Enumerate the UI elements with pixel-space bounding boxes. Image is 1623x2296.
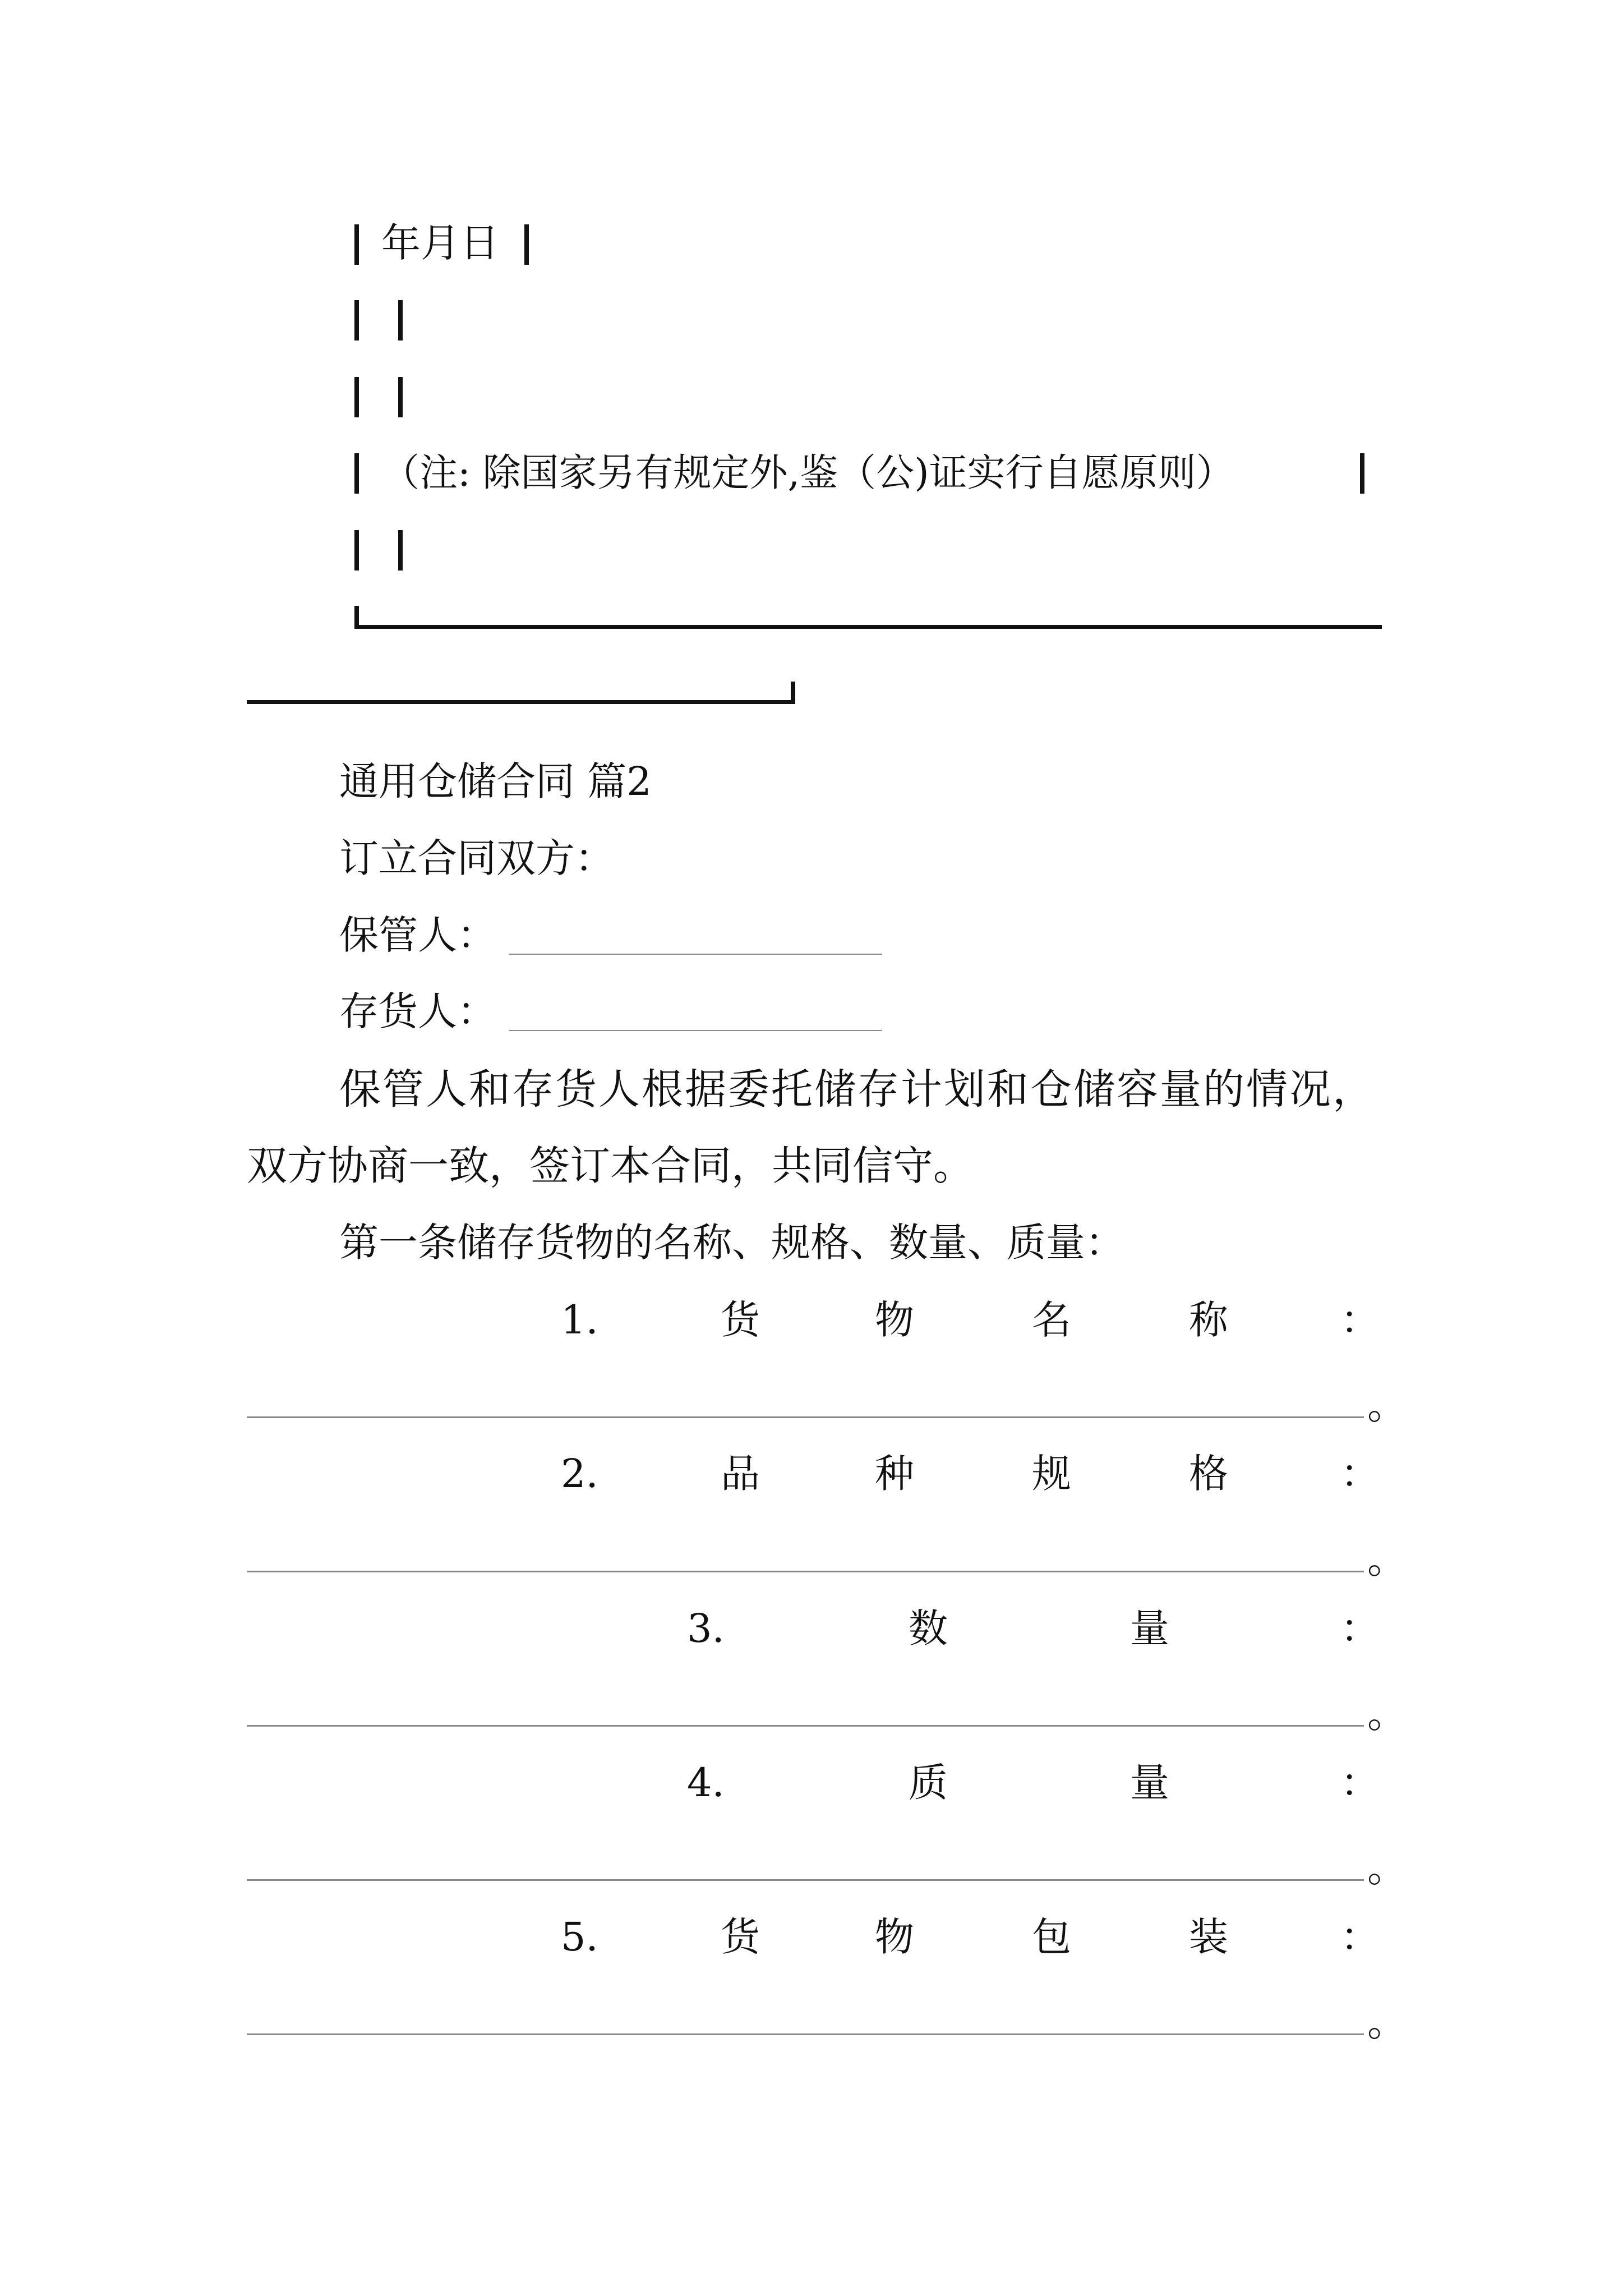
item-char: 装 [1189,1914,1228,1960]
item-colon: ： [1340,1605,1380,1651]
item-char: 品 [721,1451,760,1497]
box-right-bar [398,377,403,417]
item-number: 5. [561,1914,598,1960]
item-period: 。 [1367,1691,1407,1737]
item-period: 。 [1367,1382,1407,1428]
item-colon: ： [1340,1297,1380,1343]
item-colon: ： [1340,1914,1380,1960]
date-line: 年月日 [381,220,499,266]
item-number: 4. [687,1760,725,1806]
box-left-bar [354,453,359,494]
box-bottom-line-wrap [247,700,794,704]
item-char: 货 [721,1914,760,1960]
item-number: 2. [561,1451,598,1497]
item-char: 称 [1189,1297,1228,1343]
keeper-label: 保管人： [339,912,496,958]
item-char: 规 [1032,1451,1071,1497]
box-right-bar [398,530,403,570]
item-colon: ： [1340,1760,1380,1806]
item-char: 种 [875,1451,914,1497]
item-char: 包 [1032,1914,1071,1960]
item-blank [247,1416,1364,1418]
box-left-bar [354,530,359,570]
depositor-label: 存货人： [339,988,496,1034]
box-right-bar [524,224,529,265]
item-blank [247,2033,1364,2035]
item-char: 名 [1032,1297,1071,1343]
intro-paragraph-cont: 双方协商一致，签订本合同，共同信守。 [247,1142,974,1189]
item-char: 物 [875,1914,914,1960]
item-char: 物 [875,1297,914,1343]
item-char: 量 [1130,1760,1169,1806]
item-number: 1. [561,1297,598,1343]
box-left-bar [354,377,359,417]
box-left-bar [354,224,359,265]
article-1-heading: 第一条储存货物的名称、规格、数量、质量： [339,1220,1124,1266]
note-line: （注: 除国家另有规定外,鉴（公)证实行自愿原则） [381,451,1234,495]
section-title: 通用仓储合同 篇2 [339,758,652,804]
item-char: 质 [909,1760,948,1806]
item-period: 。 [1367,1999,1407,2045]
intro-paragraph: 保管人和存货人根据委托储存计划和仓储容量的情况， [339,1065,1376,1114]
item-number: 3. [687,1605,725,1651]
item-char: 货 [721,1297,760,1343]
item-char: 数 [909,1605,948,1651]
box-right-bar [398,300,403,341]
box-right-bar [1360,453,1364,494]
box-bottom-line [354,625,1382,629]
item-blank [247,1879,1364,1881]
item-blank [247,1571,1364,1572]
item-char: 量 [1130,1605,1169,1651]
item-blank [247,1725,1364,1727]
depositor-blank [509,1030,882,1031]
box-left-bar [354,300,359,341]
item-period: 。 [1367,1845,1407,1891]
keeper-blank [509,954,882,955]
box-corner-right [791,682,795,704]
item-period: 。 [1367,1536,1407,1582]
item-colon: ： [1340,1451,1380,1497]
item-char: 格 [1189,1451,1228,1497]
parties-heading: 订立合同双方： [339,835,614,881]
